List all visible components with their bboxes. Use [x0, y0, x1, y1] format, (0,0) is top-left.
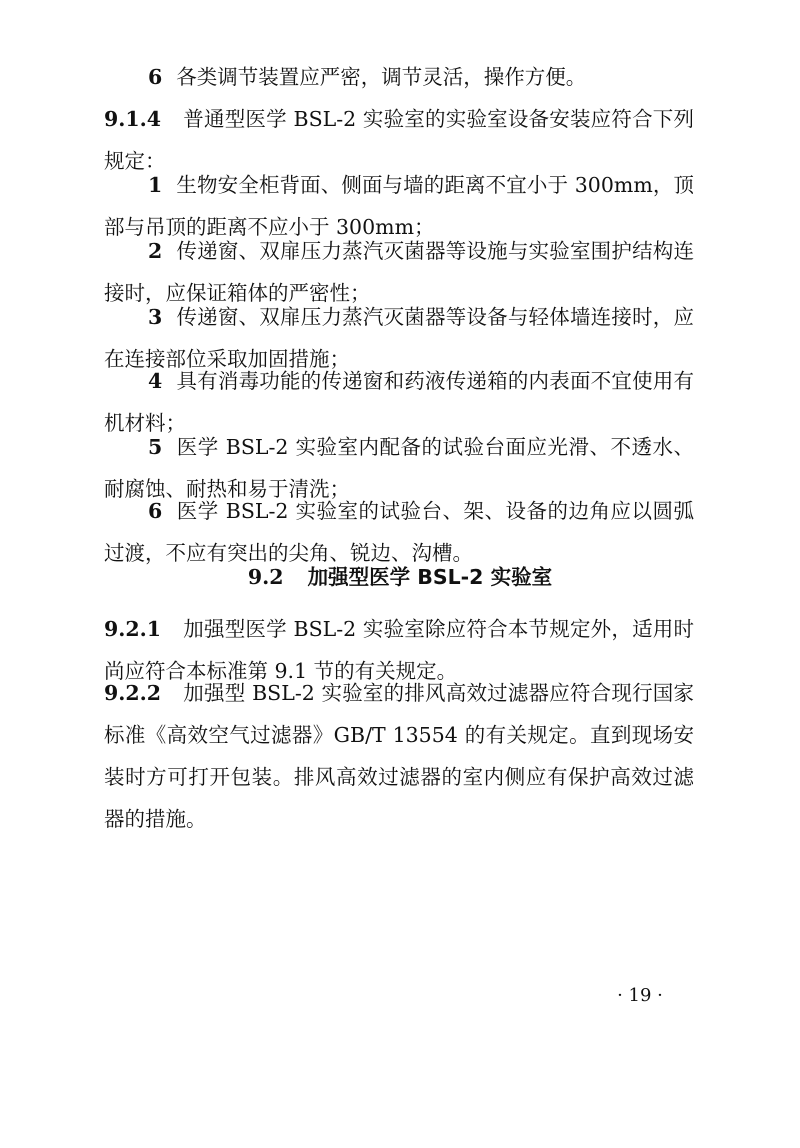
clause-number: 9.2.2 [104, 681, 162, 705]
item-number: 5 [148, 435, 163, 459]
section-number: 9.2 [247, 565, 284, 589]
item-text: 各类调节装置应严密，调节灵活，操作方便。 [176, 65, 587, 89]
item-number: 6 [148, 499, 163, 523]
clause-number: 9.1.4 [104, 107, 162, 131]
clause-text: 加强型医学 BSL-2 实验室除应符合本节规定外，适用时尚应符合本标准第 9.1 节的有关规定。 [104, 617, 694, 683]
clause-number: 9.2.1 [104, 617, 162, 641]
item-number: 2 [148, 239, 163, 263]
item-text: 传递窗、双扉压力蒸汽灭菌器等设备与轻体墙连接时，应在连接部位采取加固措施； [104, 305, 694, 371]
item-text: 医学 BSL-2 实验室的试验台、架、设备的边角应以圆弧过渡，不应有突出的尖角、锐边、沟槽。 [104, 499, 694, 565]
item-number: 1 [148, 173, 163, 197]
item-text: 生物安全柜背面、侧面与墙的距离不宜小于 300mm，顶部与吊顶的距离不应小于 300mm； [104, 173, 694, 239]
clause-text: 普通型医学 BSL-2 实验室的实验室设备安装应符合下列规定： [104, 107, 694, 173]
section-title: 加强型医学 BSL-2 实验室 [307, 565, 553, 589]
item-text: 具有消毒功能的传递窗和药液传递箱的内表面不宜使用有机材料； [104, 369, 694, 435]
clause-text: 加强型 BSL-2 实验室的排风高效过滤器应符合现行国家标准《高效空气过滤器》GB/T 13554 的有关规定。直到现场安装时方可打开包装。排风高效过滤器的室内侧应有保护高效过滤器的措施。 [104, 681, 694, 831]
section-heading [0, 556, 800, 598]
item-number: 3 [148, 305, 163, 329]
item-text: 医学 BSL-2 实验室内配备的试验台面应光滑、不透水、耐腐蚀、耐热和易于清洗； [104, 435, 694, 501]
list-item [104, 56, 694, 98]
page-number: · 19 · [617, 985, 663, 1006]
item-number: 4 [148, 369, 163, 393]
item-number: 6 [148, 65, 163, 89]
item-text: 传递窗、双扉压力蒸汽灭菌器等设施与实验室围护结构连接时，应保证箱体的严密性； [104, 239, 694, 305]
clause-9-2-2 [104, 672, 694, 840]
